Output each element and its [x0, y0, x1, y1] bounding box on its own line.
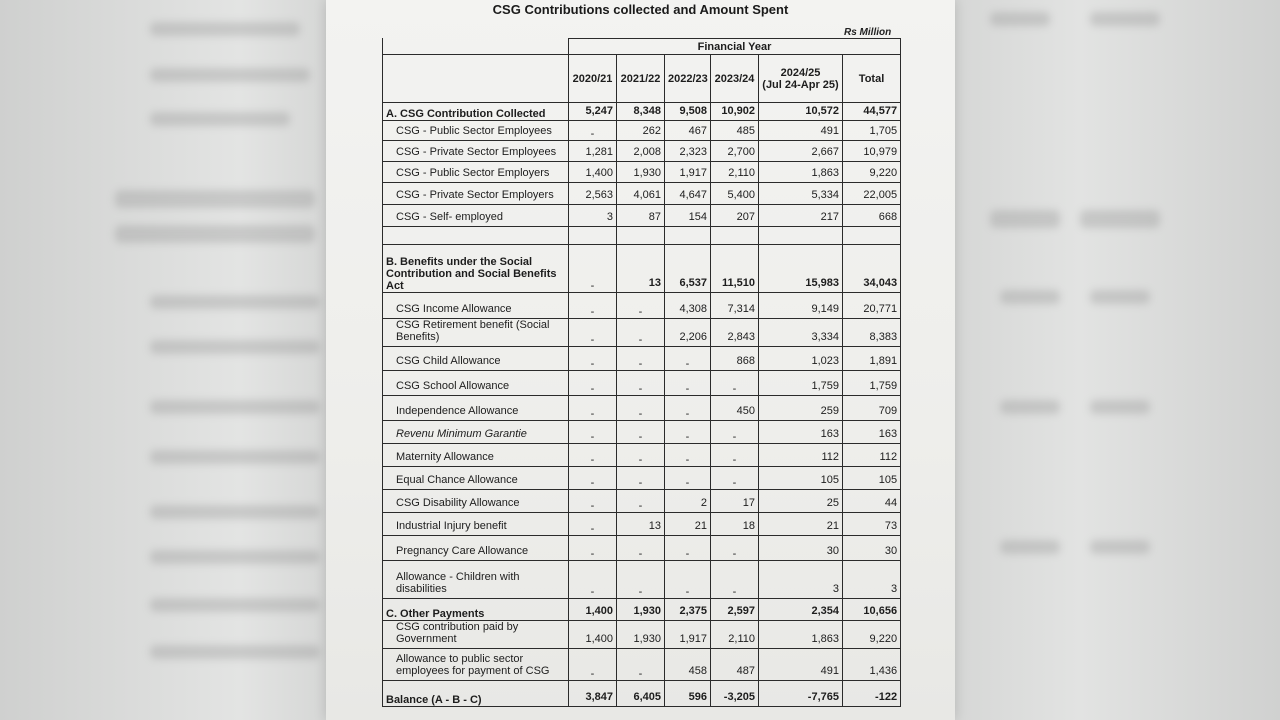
value-cell: 4,061 [617, 183, 665, 205]
value-cell: 487 [711, 649, 759, 681]
value-cell: 709 [843, 396, 901, 421]
value-cell: 1,863 [759, 162, 843, 183]
value-cell: 25 [759, 490, 843, 513]
header-blank [383, 39, 569, 55]
value-cell: -7,765 [759, 681, 843, 707]
value-cell: 11,510 [711, 245, 759, 293]
section-a-item-row [383, 141, 901, 162]
value-cell: 3,334 [759, 319, 843, 347]
section-c-item-row [383, 621, 901, 649]
section-b-item-row [383, 444, 901, 467]
row-label: Industrial Injury benefit [383, 513, 569, 536]
value-cell: - [617, 467, 665, 490]
value-cell: 1,917 [665, 621, 711, 649]
value-cell: 2,563 [569, 183, 617, 205]
value-cell: - [569, 396, 617, 421]
value-cell: 2 [665, 490, 711, 513]
section-b-row [383, 245, 901, 293]
value-cell: - [569, 293, 617, 319]
value-cell: - [665, 536, 711, 561]
value-cell: 2,700 [711, 141, 759, 162]
value-cell: - [569, 121, 617, 141]
empty-cell [617, 227, 665, 245]
value-cell: 15,983 [759, 245, 843, 293]
value-cell: 2,323 [665, 141, 711, 162]
value-cell: - [711, 444, 759, 467]
value-cell: - [665, 396, 711, 421]
value-cell: 2,375 [665, 599, 711, 621]
value-cell: - [617, 293, 665, 319]
value-cell: 44 [843, 490, 901, 513]
section-b-item-row [383, 371, 901, 396]
section-label: C. Other Payments [383, 599, 569, 621]
section-b-item-row [383, 396, 901, 421]
value-cell: 1,759 [759, 371, 843, 396]
value-cell: - [711, 536, 759, 561]
section-label: A. CSG Contribution Collected [383, 103, 569, 121]
value-cell: 9,508 [665, 103, 711, 121]
value-cell: 1,930 [617, 599, 665, 621]
value-cell: - [617, 490, 665, 513]
row-label: CSG - Private Sector Employees [383, 141, 569, 162]
value-cell: -122 [843, 681, 901, 707]
year-header: 2023/24 [711, 55, 759, 103]
value-cell: 3 [759, 561, 843, 599]
value-cell: 2,110 [711, 621, 759, 649]
value-cell: 8,348 [617, 103, 665, 121]
value-cell: 34,043 [843, 245, 901, 293]
value-cell: 2,008 [617, 141, 665, 162]
section-b-item-row [383, 319, 901, 347]
value-cell: - [617, 396, 665, 421]
value-cell: 1,400 [569, 621, 617, 649]
value-cell: 105 [843, 467, 901, 490]
value-cell: 112 [843, 444, 901, 467]
value-cell: 1,400 [569, 162, 617, 183]
value-cell: 13 [617, 513, 665, 536]
value-cell: 450 [711, 396, 759, 421]
value-cell: 5,400 [711, 183, 759, 205]
value-cell: 1,930 [617, 162, 665, 183]
value-cell: 259 [759, 396, 843, 421]
section-a-item-row [383, 121, 901, 141]
value-cell: 22,005 [843, 183, 901, 205]
value-cell: - [711, 371, 759, 396]
value-cell: 9,149 [759, 293, 843, 319]
section-b-item-row [383, 347, 901, 371]
value-cell: 10,572 [759, 103, 843, 121]
year-header: 2020/21 [569, 55, 617, 103]
value-cell: - [569, 513, 617, 536]
value-cell: 1,281 [569, 141, 617, 162]
spacer-row [383, 227, 901, 245]
value-cell: 6,537 [665, 245, 711, 293]
year-header-line2: (Jul 24-Apr 25) [762, 78, 839, 91]
value-cell: - [617, 561, 665, 599]
value-cell: 491 [759, 649, 843, 681]
section-b-item-row [383, 293, 901, 319]
value-cell: 10,902 [711, 103, 759, 121]
value-cell: 262 [617, 121, 665, 141]
value-cell: 668 [843, 205, 901, 227]
value-cell: 87 [617, 205, 665, 227]
value-cell: - [617, 536, 665, 561]
value-cell: - [665, 421, 711, 444]
value-cell: - [665, 444, 711, 467]
value-cell: - [617, 371, 665, 396]
value-cell: - [569, 371, 617, 396]
value-cell: 154 [665, 205, 711, 227]
value-cell: - [569, 536, 617, 561]
value-cell: - [711, 467, 759, 490]
value-cell: 1,917 [665, 162, 711, 183]
section-a-row [383, 103, 901, 121]
value-cell: 10,656 [843, 599, 901, 621]
section-label: Balance (A - B - C) [383, 681, 569, 707]
value-cell: 1,891 [843, 347, 901, 371]
value-cell: 18 [711, 513, 759, 536]
section-a-item-row [383, 205, 901, 227]
section-b-item-row [383, 561, 901, 599]
value-cell: - [617, 421, 665, 444]
section-b-item-row [383, 467, 901, 490]
section-a-item-row [383, 162, 901, 183]
value-cell: - [711, 561, 759, 599]
section-b-item-row [383, 490, 901, 513]
year-header: 2021/22 [617, 55, 665, 103]
value-cell: 485 [711, 121, 759, 141]
value-cell: - [711, 421, 759, 444]
value-cell: 491 [759, 121, 843, 141]
units-label: Rs Million [844, 27, 892, 38]
year-header-line1: 2024/25 [780, 66, 821, 79]
value-cell: - [665, 371, 711, 396]
value-cell: - [569, 490, 617, 513]
value-cell: 217 [759, 205, 843, 227]
value-cell: - [665, 561, 711, 599]
csg-table [382, 38, 901, 707]
value-cell: 3 [843, 561, 901, 599]
balance-row [383, 681, 901, 707]
value-cell: 5,247 [569, 103, 617, 121]
value-cell: 163 [759, 421, 843, 444]
row-label: CSG School Allowance [383, 371, 569, 396]
value-cell: 6,405 [617, 681, 665, 707]
value-cell: 44,577 [843, 103, 901, 121]
row-label: Revenu Minimum Garantie [383, 421, 569, 444]
value-cell: 2,667 [759, 141, 843, 162]
value-cell: 2,110 [711, 162, 759, 183]
value-cell: 1,023 [759, 347, 843, 371]
value-cell: - [617, 319, 665, 347]
value-cell: 467 [665, 121, 711, 141]
value-cell: - [569, 649, 617, 681]
value-cell: 21 [665, 513, 711, 536]
row-label: CSG contribution paid by Government [383, 621, 569, 649]
empty-cell [665, 227, 711, 245]
financial-year-header: Financial Year [569, 39, 901, 55]
section-b-item-row [383, 536, 901, 561]
value-cell: 9,220 [843, 621, 901, 649]
value-cell: 2,843 [711, 319, 759, 347]
row-label: Maternity Allowance [383, 444, 569, 467]
value-cell: 9,220 [843, 162, 901, 183]
value-cell: 1,930 [617, 621, 665, 649]
value-cell: - [665, 467, 711, 490]
row-label: CSG - Public Sector Employers [383, 162, 569, 183]
value-cell: 13 [617, 245, 665, 293]
value-cell: - [617, 347, 665, 371]
value-cell: 3 [569, 205, 617, 227]
section-a-item-row [383, 183, 901, 205]
value-cell: 10,979 [843, 141, 901, 162]
value-cell: 17 [711, 490, 759, 513]
empty-cell [383, 227, 569, 245]
value-cell: - [569, 444, 617, 467]
value-cell: 868 [711, 347, 759, 371]
total-header: Total [843, 55, 901, 103]
value-cell: - [569, 319, 617, 347]
value-cell: 20,771 [843, 293, 901, 319]
value-cell: 73 [843, 513, 901, 536]
section-c-item-row [383, 649, 901, 681]
value-cell: 1,759 [843, 371, 901, 396]
value-cell: - [617, 444, 665, 467]
row-label: Independence Allowance [383, 396, 569, 421]
header-row-years [383, 55, 901, 103]
row-label: CSG - Public Sector Employees [383, 121, 569, 141]
value-cell: 7,314 [711, 293, 759, 319]
value-cell: 3,847 [569, 681, 617, 707]
value-cell: 1,436 [843, 649, 901, 681]
value-cell: - [569, 347, 617, 371]
value-cell: 596 [665, 681, 711, 707]
row-label: CSG Disability Allowance [383, 490, 569, 513]
value-cell: 1,705 [843, 121, 901, 141]
value-cell: 1,863 [759, 621, 843, 649]
value-cell: 105 [759, 467, 843, 490]
value-cell: - [569, 467, 617, 490]
value-cell: 21 [759, 513, 843, 536]
value-cell: 30 [759, 536, 843, 561]
row-label: Allowance - Children with disabilities [383, 561, 569, 599]
header-row-group [383, 39, 901, 55]
value-cell: 4,647 [665, 183, 711, 205]
row-label: CSG Income Allowance [383, 293, 569, 319]
row-label: CSG Retirement benefit (Social Benefits) [383, 319, 569, 347]
empty-cell [759, 227, 843, 245]
year-header [759, 55, 843, 103]
value-cell: - [665, 347, 711, 371]
value-cell: - [569, 245, 617, 293]
empty-cell [843, 227, 901, 245]
value-cell: 2,354 [759, 599, 843, 621]
value-cell: - [569, 561, 617, 599]
row-label: Allowance to public sector employees for payment of CSG [383, 649, 569, 681]
section-b-item-row [383, 421, 901, 444]
value-cell: 5,334 [759, 183, 843, 205]
value-cell: 207 [711, 205, 759, 227]
row-label: CSG - Self- employed [383, 205, 569, 227]
header-blank-2 [383, 55, 569, 103]
value-cell: - [617, 649, 665, 681]
value-cell: - [569, 421, 617, 444]
section-label: B. Benefits under the Social Contribution and Social Benefits Act [383, 245, 569, 293]
empty-cell [569, 227, 617, 245]
value-cell: 1,400 [569, 599, 617, 621]
document-title: CSG Contributions collected and Amount Spent [492, 2, 789, 17]
value-cell: -3,205 [711, 681, 759, 707]
section-c-row [383, 599, 901, 621]
row-label: CSG Child Allowance [383, 347, 569, 371]
value-cell: 163 [843, 421, 901, 444]
value-cell: 30 [843, 536, 901, 561]
value-cell: 112 [759, 444, 843, 467]
empty-cell [711, 227, 759, 245]
row-label: Pregnancy Care Allowance [383, 536, 569, 561]
value-cell: 4,308 [665, 293, 711, 319]
row-label: CSG - Private Sector Employers [383, 183, 569, 205]
value-cell: 8,383 [843, 319, 901, 347]
value-cell: 2,206 [665, 319, 711, 347]
document-page [326, 0, 955, 720]
value-cell: 2,597 [711, 599, 759, 621]
section-b-item-row [383, 513, 901, 536]
row-label: Equal Chance Allowance [383, 467, 569, 490]
year-header: 2022/23 [665, 55, 711, 103]
value-cell: 458 [665, 649, 711, 681]
